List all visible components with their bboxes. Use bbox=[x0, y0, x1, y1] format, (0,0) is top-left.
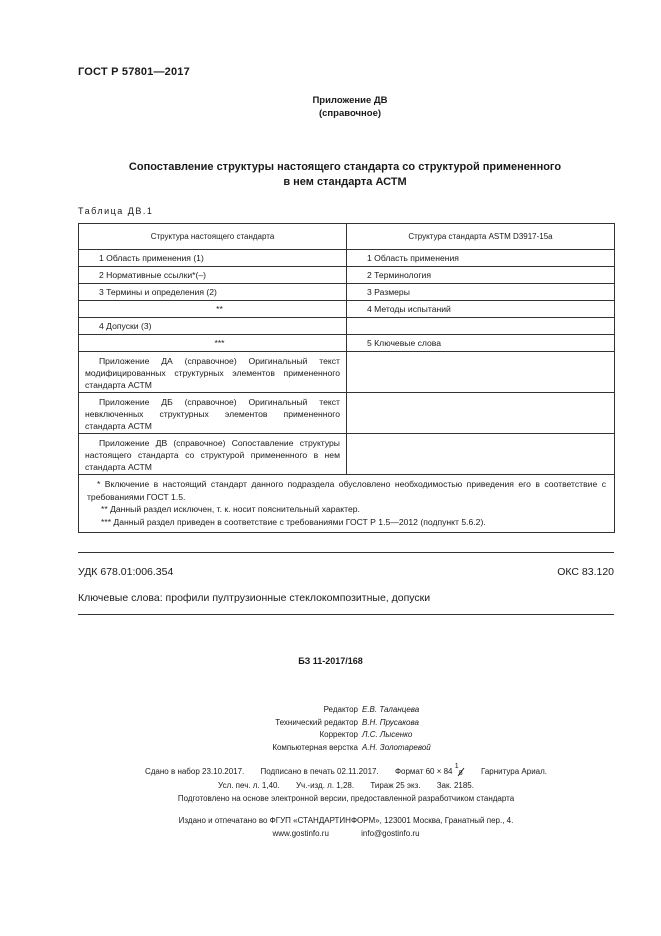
typeset-date: Сдано в набор 23.10.2017. bbox=[144, 767, 245, 777]
standard-code: ГОСТ Р 57801—2017 bbox=[78, 66, 190, 78]
publisher-contacts bbox=[78, 829, 614, 838]
table-cell-right: 5 Ключевые слова bbox=[347, 335, 615, 352]
circulation: Тираж 25 экз. bbox=[370, 781, 421, 790]
table-row bbox=[79, 301, 615, 318]
comparison-table bbox=[78, 223, 615, 533]
footnote-2: ** Данный раздел исключен, т. к. носит пояснительный характер. bbox=[101, 504, 360, 514]
table-cell-left: ** bbox=[79, 301, 347, 318]
section-heading bbox=[110, 160, 580, 190]
table-cell-right bbox=[347, 318, 615, 335]
table-row bbox=[79, 434, 615, 475]
credit-name: Е.В. Таланцева bbox=[362, 705, 420, 714]
appendix-title: Приложение ДВ bbox=[312, 95, 388, 106]
email-link[interactable]: info@gostinfo.ru bbox=[361, 829, 420, 838]
print-sheets: Усл. печ. л. 1,40. bbox=[218, 781, 280, 790]
table-cell-right: 1 Область применения bbox=[347, 250, 615, 267]
table-cell-right bbox=[347, 393, 615, 434]
prepared-note: Подготовлено на основе электронной версии, предоставленной разработчиком стандарта bbox=[177, 794, 515, 803]
table-header-row bbox=[79, 224, 615, 250]
table-cell-left: 3 Термины и определения (2) bbox=[79, 284, 347, 301]
credit-name: А.Н. Золотаревой bbox=[362, 742, 431, 752]
format: Формат 60 × 84 bbox=[394, 767, 453, 777]
table-row bbox=[79, 250, 615, 267]
table-cell-left: 4 Допуски (3) bbox=[79, 318, 347, 335]
table-cell-left: *** bbox=[79, 335, 347, 352]
column-header-this-standard: Структура настоящего стандарта bbox=[79, 224, 347, 250]
table-row bbox=[79, 318, 615, 335]
font-face: Гарнитура Ариал. bbox=[480, 767, 548, 777]
table-cell-left: Приложение ДБ (справочное) Оригинальный текст невключенных структурных элементов примененного стандарта АСТМ bbox=[79, 393, 347, 434]
table-cell-left: 2 Нормативные ссылки*(–) bbox=[79, 267, 347, 284]
credit-role: Корректор bbox=[319, 730, 358, 739]
table-cell-right: 2 Терминология bbox=[347, 267, 615, 284]
credit-row bbox=[190, 704, 490, 717]
table-cell-right: 3 Размеры bbox=[347, 284, 615, 301]
column-header-astm-standard: Структура стандарта ASTM D3917-15a bbox=[347, 224, 615, 250]
table-cell-right bbox=[347, 434, 615, 475]
website-link[interactable]: www.gostinfo.ru bbox=[272, 829, 329, 838]
format-fraction bbox=[454, 763, 465, 777]
section-heading-line2: в нем стандарта АСТМ bbox=[283, 176, 407, 188]
table-cell-left: 1 Область применения (1) bbox=[79, 250, 347, 267]
credit-row bbox=[190, 729, 490, 742]
udk-code: УДК 678.01:006.354 bbox=[78, 566, 174, 578]
table-row bbox=[79, 267, 615, 284]
credit-name: Л.С. Лысенко bbox=[362, 730, 413, 739]
credit-name: В.Н. Прусакова bbox=[362, 717, 419, 727]
order-number: Зак. 2185. bbox=[436, 781, 474, 790]
editorial-credits bbox=[190, 704, 490, 754]
table-row bbox=[79, 352, 615, 393]
credit-row bbox=[190, 717, 490, 730]
table-row bbox=[79, 284, 615, 301]
publisher-address: Издано и отпечатано во ФГУП «СТАНДАРТИНФОРМ», 123001 Москва, Гранатный пер., 4. bbox=[178, 816, 514, 825]
format-fraction-denominator: 8 bbox=[458, 770, 463, 777]
credit-role: Компьютерная верстка bbox=[272, 742, 358, 752]
appendix-type: (справочное) bbox=[318, 108, 382, 119]
footnote-1: * Включение в настоящий стандарт данного подраздела обусловлено необходимостью приведения его в соответствие с требованиями ГОСТ 1.5. bbox=[87, 479, 606, 502]
table-cell-right bbox=[347, 352, 615, 393]
table-row bbox=[79, 393, 615, 434]
table-footnotes bbox=[79, 475, 615, 533]
table-row bbox=[79, 335, 615, 352]
credit-role: Технический редактор bbox=[275, 717, 358, 727]
credit-row bbox=[190, 742, 490, 755]
table-cell-left: Приложение ДВ (справочное) Сопоставление структуры настоящего стандарта со структурой примененного в нем стандарта АСТМ bbox=[79, 434, 347, 475]
table-footnotes-row bbox=[79, 475, 615, 533]
keywords: Ключевые слова: профили пултрузионные стеклокомпозитные, допуски bbox=[78, 592, 431, 604]
footnote-3: *** Данный раздел приведен в соответствие с требованиями ГОСТ Р 1.5—2012 (подпункт 5.6.2). bbox=[101, 516, 486, 527]
signed-date: Подписано в печать 02.11.2017. bbox=[260, 767, 379, 777]
table-cell-left: Приложение ДА (справочное) Оригинальный текст модифицированных структурных элементов примененного стандарта АСТМ bbox=[79, 352, 347, 393]
print-details-line1 bbox=[78, 763, 614, 777]
oks-code: ОКС 83.120 bbox=[557, 566, 614, 578]
bz-number: БЗ 11-2017/168 bbox=[298, 656, 363, 666]
divider-top bbox=[78, 552, 614, 553]
publish-sheets: Уч.-изд. л. 1,28. bbox=[295, 781, 355, 790]
table-caption: Таблица ДВ.1 bbox=[78, 206, 154, 216]
print-details-line2 bbox=[78, 781, 614, 790]
table-cell-right: 4 Методы испытаний bbox=[347, 301, 615, 318]
section-heading-line1: Сопоставление структуры настоящего стандарта со структурой примененного bbox=[128, 161, 562, 173]
credit-role: Редактор bbox=[323, 705, 358, 714]
divider-bottom bbox=[78, 614, 614, 615]
format-fraction-numerator: 1 bbox=[454, 763, 459, 770]
